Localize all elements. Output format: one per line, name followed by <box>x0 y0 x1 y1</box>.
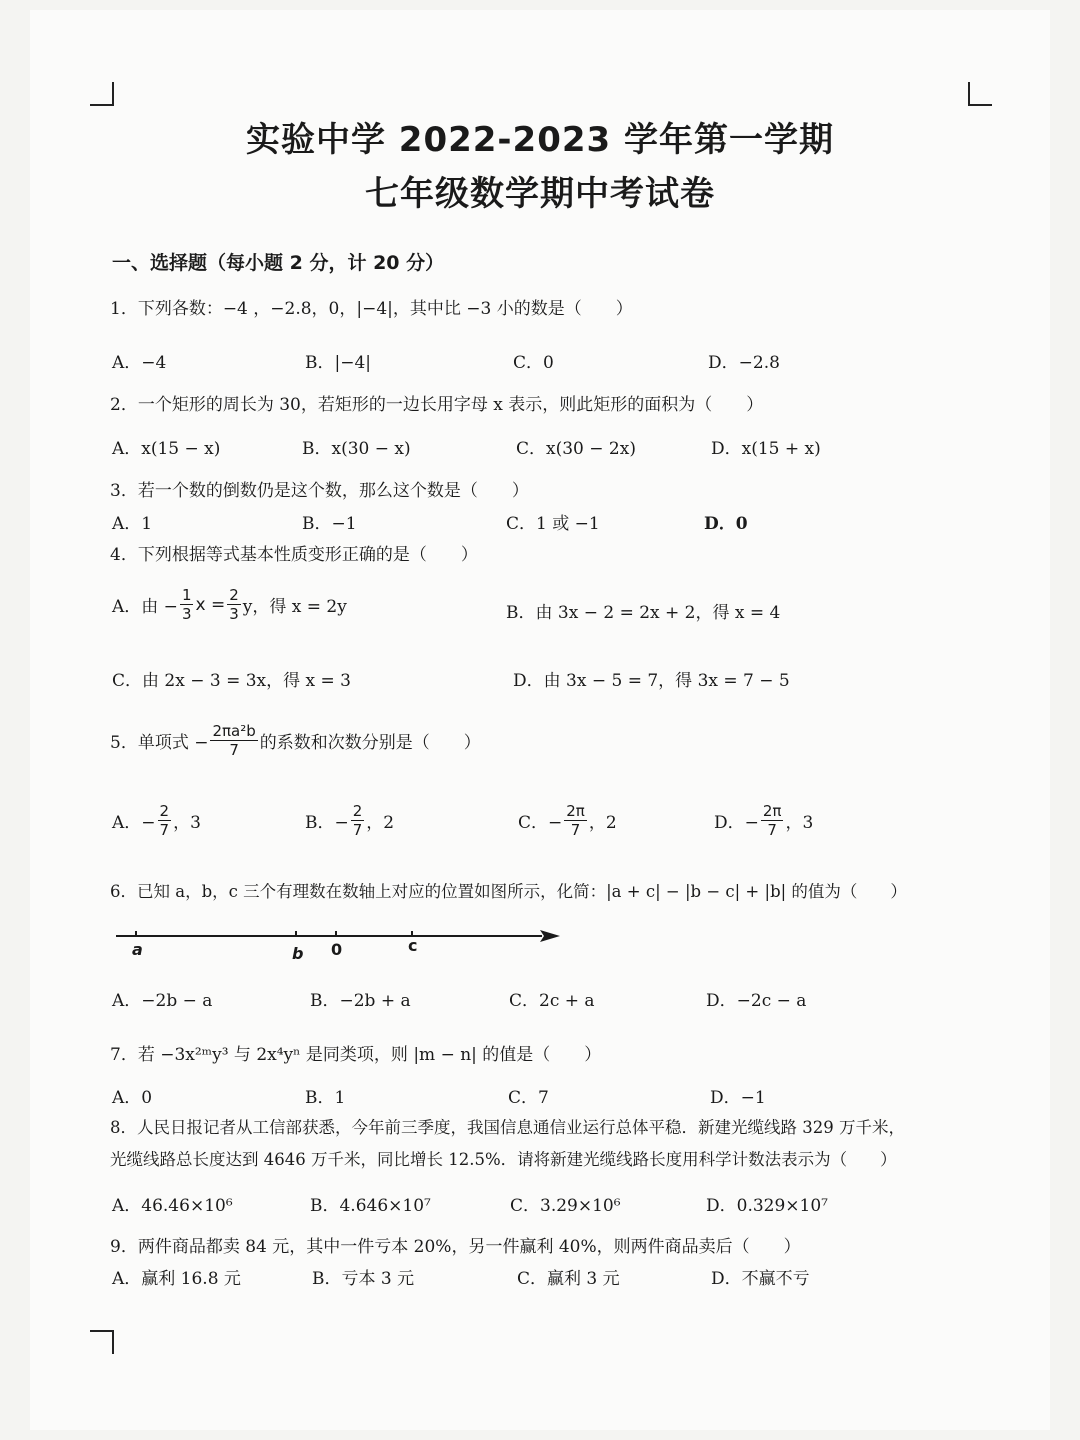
q5-c-suffix: ，2 <box>588 813 617 833</box>
q4-option-b: B．由 3x − 2 = 2x + 2，得 x = 4 <box>506 603 781 623</box>
q5-d-den: 7 <box>767 821 777 839</box>
q3-option-a: A．1 <box>112 514 153 534</box>
q6-option-c: C．2c + a <box>509 991 595 1011</box>
q4-a-suffix: y，得 x = 2y <box>242 597 347 617</box>
q6-option-d: D．−2c − a <box>706 991 807 1011</box>
q4-a-frac1-den: 3 <box>181 605 192 623</box>
question-2-stem: 2．一个矩形的周长为 30，若矩形的一边长用字母 x 表示，则此矩形的面积为（ ） <box>110 395 764 415</box>
q5-c-num: 2π <box>566 802 585 820</box>
q5-option-a <box>112 802 201 839</box>
q5-option-b <box>305 802 394 839</box>
q5-d-prefix: D．− <box>714 813 759 833</box>
q6-option-b: B．−2b + a <box>310 991 411 1011</box>
q5-d-num: 2π <box>762 802 782 820</box>
question-6-stem: 6．已知 a，b，c 三个有理数在数轴上对应的位置如图所示，化简：|a + c| − |b − c| + |b| 的值为（ ） <box>110 882 907 901</box>
q7-option-a: A．0 <box>112 1088 153 1108</box>
q5-b-suffix: ，2 <box>366 813 395 833</box>
number-line-label-zero: 0 <box>331 940 343 959</box>
question-1-stem: 1．下列各数：−4 ，−2.8，0，|−4|，其中比 −3 小的数是（ ） <box>110 299 633 319</box>
q9-option-c: C．赢利 3 元 <box>517 1269 620 1289</box>
q2-option-c: C．x(30 − 2x) <box>516 439 636 459</box>
question-3-stem: 3．若一个数的倒数仍是这个数，那么这个数是（ ） <box>110 481 529 501</box>
q7-option-d: D．−1 <box>710 1088 766 1108</box>
q5-b-den: 7 <box>352 821 363 839</box>
q8-option-b: B．4.646×10⁷ <box>310 1196 431 1216</box>
q4-option-c: C．由 2x − 3 = 3x，得 x = 3 <box>112 671 351 691</box>
q7-option-b: B．1 <box>305 1088 346 1108</box>
section-heading: 一、选择题（每小题 2 分，计 20 分） <box>112 252 445 274</box>
q5-frac-num: 2πa²b <box>212 722 256 740</box>
q4-a-fraction-1 <box>180 586 194 623</box>
q5-frac-den: 7 <box>229 741 239 759</box>
q4-option-d: D．由 3x − 5 = 7，得 3x = 7 − 5 <box>513 671 790 691</box>
number-line-arrowhead <box>540 930 560 942</box>
q6-option-a: A．−2b − a <box>112 991 213 1011</box>
q8-option-c: C．3.29×10⁶ <box>510 1196 621 1216</box>
q1-option-a: A．−4 <box>112 353 167 373</box>
question-7-stem: 7．若 −3x²ᵐy³ 与 2x⁴yⁿ 是同类项，则 |m − n| 的值是（ ） <box>110 1045 602 1065</box>
question-5-stem <box>110 722 481 759</box>
q4-a-fraction-2 <box>227 586 241 623</box>
q5-option-c <box>518 802 617 839</box>
q8-option-d: D．0.329×10⁷ <box>706 1196 828 1216</box>
question-4-stem: 4．下列根据等式基本性质变形正确的是（ ） <box>110 545 478 565</box>
question-9-stem: 9．两件商品都卖 84 元，其中一件亏本 20%，另一件赢利 40%，则两件商品卖后（ ） <box>110 1237 801 1257</box>
number-line-label-a: a <box>132 940 143 959</box>
q5-a-prefix: A．− <box>112 813 156 833</box>
q1-option-b: B．|−4| <box>305 353 372 373</box>
q5-option-d <box>714 802 813 839</box>
q4-a-middle: x = <box>195 594 226 615</box>
q5-b-fraction <box>351 802 365 839</box>
q4-a-frac2-num: 2 <box>229 586 239 604</box>
q5-b-prefix: B．− <box>305 813 349 833</box>
q2-option-b: B．x(30 − x) <box>302 439 411 459</box>
crop-mark-bottom-left <box>90 1330 114 1354</box>
exam-title-line2: 七年级数学期中考试卷 <box>365 174 715 214</box>
q5-a-suffix: ，3 <box>173 813 201 833</box>
number-line-label-c: c <box>408 936 418 955</box>
q2-option-a: A．x(15 − x) <box>112 439 221 459</box>
q5-a-fraction <box>158 802 172 839</box>
question-8-stem-line2: 光缆线路总长度达到 4646 万千米，同比增长 12.5%．请将新建光缆线路长度用科学计数法表示为（ ） <box>110 1150 897 1169</box>
q3-option-d: D．0 <box>704 514 748 534</box>
q5-b-num: 2 <box>352 802 363 820</box>
q7-option-c: C．7 <box>508 1088 549 1108</box>
question-8-stem-line1: 8．人民日报记者从工信部获悉，今年前三季度，我国信息通信业运行总体平稳．新建光缆线路 329 万千米， <box>110 1118 905 1137</box>
number-line-figure <box>112 918 572 968</box>
q5-suffix: 的系数和次数分别是（ ） <box>259 733 481 753</box>
crop-mark-top-left <box>90 82 114 106</box>
q4-a-prefix: A．由 − <box>112 597 178 617</box>
q1-option-d: D．−2.8 <box>708 353 780 373</box>
q4-option-a <box>112 586 347 623</box>
q5-c-prefix: C．− <box>518 813 563 833</box>
q5-prefix: 5．单项式 − <box>110 733 209 753</box>
q3-option-c: C．1 或 −1 <box>506 514 600 534</box>
q1-option-c: C．0 <box>513 353 554 373</box>
q5-a-den: 7 <box>159 821 170 839</box>
q2-option-d: D．x(15 + x) <box>711 439 821 459</box>
q4-a-frac1-num: 1 <box>181 586 192 604</box>
q8-option-a: A．46.46×10⁶ <box>112 1196 233 1216</box>
number-line-label-b: b <box>292 944 304 963</box>
crop-mark-top-right <box>968 82 992 106</box>
q5-c-den: 7 <box>570 821 581 839</box>
q5-d-fraction <box>761 802 784 839</box>
q9-option-a: A．赢利 16.8 元 <box>112 1269 241 1289</box>
q5-d-suffix: ，3 <box>785 813 814 833</box>
q9-option-b: B．亏本 3 元 <box>312 1269 415 1289</box>
q5-a-num: 2 <box>159 802 170 820</box>
exam-paper <box>30 10 1050 1430</box>
q3-option-b: B．−1 <box>302 514 357 534</box>
q5-c-fraction <box>564 802 587 839</box>
exam-title-line1: 实验中学 2022-2023 学年第一学期 <box>245 120 835 160</box>
q4-a-frac2-den: 3 <box>229 605 239 623</box>
q5-monomial-fraction <box>210 722 257 759</box>
q9-option-d: D．不赢不亏 <box>711 1269 810 1289</box>
